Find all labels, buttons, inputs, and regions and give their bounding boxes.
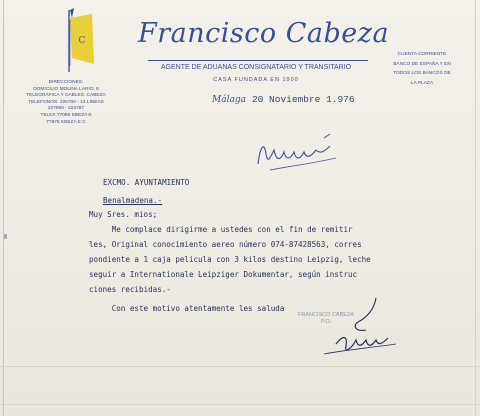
stamp-line: P.O. <box>320 319 332 325</box>
left-edge-shadow <box>3 0 4 416</box>
binder-hole <box>4 234 7 239</box>
body-line: seguir a Internationale Leipziger Dokumentar, según instruc <box>89 270 358 279</box>
paper-crease <box>0 366 480 367</box>
letterhead-rule <box>148 60 368 61</box>
logo-letter: C <box>78 36 86 46</box>
account-line: BANCO DE ESPAÑA Y EN <box>393 61 451 67</box>
bank-account-info <box>374 50 470 88</box>
body-line: les, Original conocimiento aereo número 074-87428563, corres <box>89 240 362 249</box>
dateline-city: Málaga <box>212 95 246 105</box>
stamp-line: FRANCISCO CABEZA <box>298 312 354 318</box>
address-line: DOMICILIO MOLINA LARIO, 8 <box>33 86 99 92</box>
account-line: CUENTA CORRIENTE <box>397 52 447 57</box>
company-subtitle: AGENTE DE ADUANAS CONSIGNATARIO Y TRANSITARIO <box>160 64 352 71</box>
address-line: TELEFONOS: 226700 - 13 LÍNEAS <box>28 99 104 105</box>
addressee: EXCMO. AYUNTAMIENTO <box>103 178 190 187</box>
handwritten-signature <box>316 296 406 366</box>
body-line: ciones recibidas.- <box>89 285 171 294</box>
address-line: 227890 - 222787 <box>47 106 85 112</box>
address-line: TELEX 77086 KBEZA E <box>40 112 92 118</box>
address-line: TELEGRÁFICA Y CABLES: CABEZA <box>26 93 106 99</box>
body-line: Me complace dirigirme a ustedes con el fin de remitir <box>89 225 353 234</box>
dateline <box>212 94 355 105</box>
place: Benalmadena.- <box>103 196 163 205</box>
handwritten-mark <box>250 130 350 180</box>
address-line: 77878 KBEZA E C <box>46 119 86 125</box>
paper-crease-lower <box>0 404 480 405</box>
closing: Con este motivo atentamente les saluda <box>89 304 285 313</box>
address-line: DIRECCIONES: <box>48 80 84 85</box>
company-name: Francisco Cabeza <box>138 18 390 49</box>
company-founded: CASA FUNDADA EN 1900 <box>213 77 299 83</box>
body-line: pondiente a 1 caja pelicula con 3 kilos destino Leipzig, leche <box>89 255 371 264</box>
account-line: TODOS LOS BANCOS DE <box>393 71 451 76</box>
salutation: Muy Sres. mios; <box>89 210 158 219</box>
dateline-date: 20 Noviembre 1.976 <box>251 94 355 105</box>
account-line: LA PLAZA <box>410 80 434 86</box>
right-edge-shadow <box>475 0 476 416</box>
